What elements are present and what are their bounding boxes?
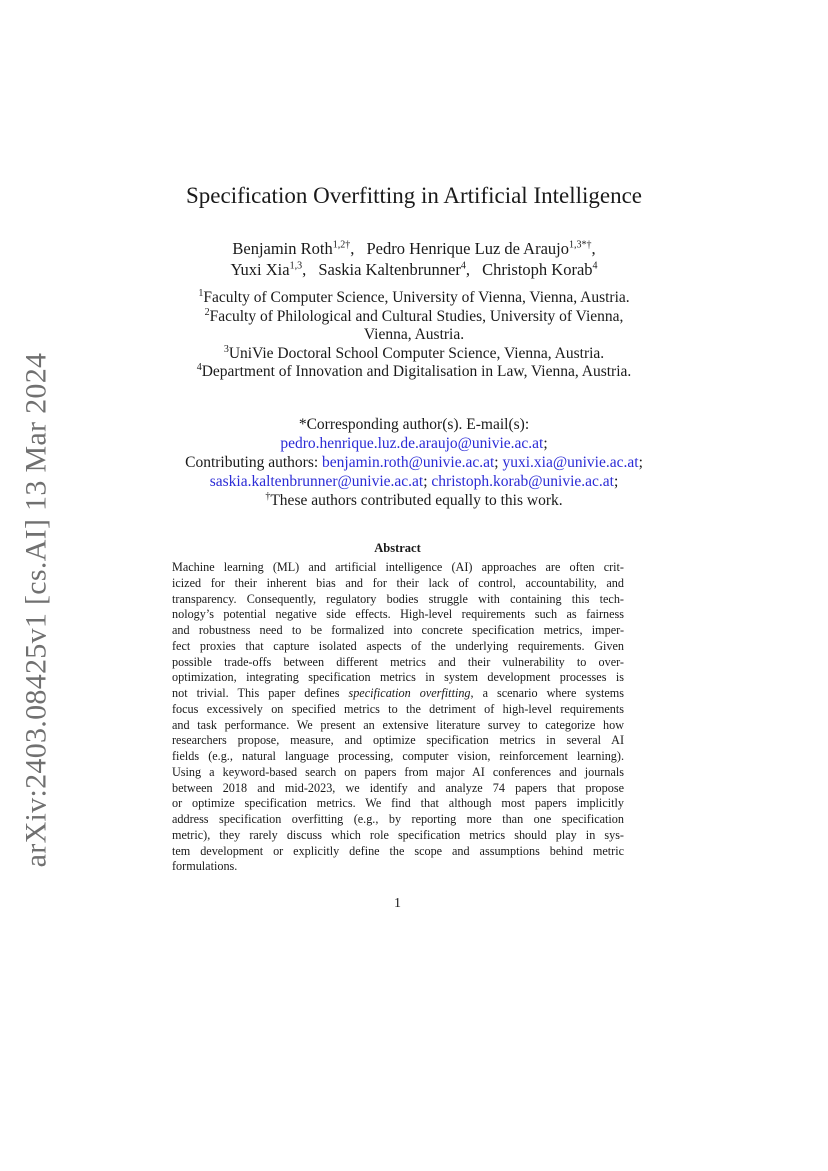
author-list [120, 238, 708, 280]
affiliation [120, 326, 708, 345]
corresponding-label: *Corresponding author(s). E-mail(s): [298, 416, 530, 433]
abstract-heading: Abstract [374, 541, 421, 555]
abstract-line [172, 686, 624, 702]
abstract-line: focus excessively on specified metrics to the detriment of high-level requirements [172, 701, 624, 716]
affiliation-sup: 3 [223, 343, 229, 355]
abstract-line-head: not trivial. This paper defines [172, 686, 349, 700]
abstract-line: possible trade-offs between different metrics and their vulnerability to over- [172, 654, 624, 669]
affiliation-text: Faculty of Philological and Cultural Studies, University of Vienna, [209, 307, 624, 325]
abstract-line: fect proxies that capture isolated aspects of the underlying requirements. Given [172, 638, 624, 653]
affiliation-list [120, 289, 708, 382]
affiliation [120, 308, 708, 327]
author-line-1: Benjamin Roth$^{1,2\dagger}$, Pedro Henrique Luz de Araujo$^{1,3*\dagger}$, [232, 239, 596, 258]
arxiv-stamp [6, 352, 66, 868]
author-name: Yuxi Xia [230, 260, 290, 279]
affiliation [120, 289, 708, 308]
abstract-line: and robustness need to be formalized into concrete specification metrics, imper- [172, 623, 624, 637]
abstract-line: transparency. Consequently, regulatory bodies struggle with containing this tech- [172, 591, 624, 606]
email-link-korab[interactable]: christoph.korab@univie.ac.at [431, 473, 614, 490]
author-sup: 4 [460, 260, 466, 272]
arxiv-stamp-text: arXiv:2403.08425v1 [cs.AI] 13 Mar 2024 [19, 352, 52, 868]
author-sup: 1,3*† [569, 239, 592, 251]
equal-contribution-note: These authors contributed equally to this work. [270, 492, 563, 509]
affiliation-sup: 4 [196, 362, 202, 374]
dagger-mark: † [265, 490, 271, 502]
abstract-line: between 2018 and mid-2023, we identify and analyze 74 papers that propose [172, 780, 624, 795]
affiliation-sup: 2 [204, 306, 210, 318]
abstract-line-tail: , a scenario where systems [470, 686, 624, 700]
abstract-line: and task performance. We present an extensive literature survey to categorize how [172, 717, 624, 732]
contributing-label: Contributing authors: [185, 454, 319, 471]
affiliation-sup: 1 [198, 287, 204, 299]
abstract-line: metric), they rarely discuss which role specification metrics should play in sys- [172, 827, 624, 842]
abstract-body [172, 560, 624, 875]
author-name: Pedro Henrique Luz de Araujo [366, 239, 570, 258]
abstract-line: fields (e.g., natural language processing, computer vision, reinforcement learning). [172, 749, 624, 763]
affiliation-text: Vienna, Austria. [363, 326, 465, 344]
author-sup: 4 [592, 260, 598, 272]
abstract-emphasis: specification overfitting [348, 686, 471, 700]
abstract-line: formulations. [172, 859, 238, 874]
abstract-line: Using a keyword-based search on papers from major AI conferences and journals [172, 764, 624, 779]
author-sup: 1,3 [289, 260, 303, 272]
abstract-line: Machine learning (ML) and artificial intelligence (AI) approaches are often crit- [172, 560, 624, 574]
author-sup: 1,2† [332, 239, 351, 251]
author-name: Saskia Kaltenbrunner [318, 260, 461, 279]
author-name: Benjamin Roth [232, 239, 333, 258]
abstract-line: tem development or explicitly define the scope and assumptions behind metric [172, 843, 624, 858]
abstract-line: researchers propose, measure, and optimize specification metrics in several AI [172, 733, 624, 748]
email-link-roth[interactable]: benjamin.roth@univie.ac.at [322, 454, 495, 471]
abstract-line: address specification overfitting (e.g., by reporting more than one specification [172, 812, 624, 826]
page-number: 1 [394, 896, 401, 911]
abstract-line: icized for their inherent bias and for their lack of control, accountability, and [172, 575, 624, 590]
affiliation [120, 363, 708, 382]
affiliation-text: Department of Innovation and Digitalisation in Law, Vienna, Austria. [201, 363, 632, 381]
affiliation-text: UniVie Doctoral School Computer Science, Vienna, Austria. [228, 344, 605, 362]
email-link-kaltenbrunner[interactable]: saskia.kaltenbrunner@univie.ac.at [209, 473, 424, 490]
paper-title: Specification Overfitting in Artificial Intelligence [185, 183, 642, 208]
affiliation-text: Faculty of Computer Science, University of Vienna, Vienna, Austria. [203, 289, 630, 306]
email-link-xia[interactable]: yuxi.xia@univie.ac.at [502, 454, 639, 471]
abstract-line: nology’s potential negative side effects. High-level requirements such as fairness [172, 607, 624, 622]
author-name: Christoph Korab [482, 260, 593, 279]
author-line-2: Yuxi Xia$^{1,3}$, Saskia Kaltenbrunner$^4$, Christoph Korab$^4$ [230, 260, 598, 279]
abstract-line: optimization, integrating specification metrics in system development processes is [172, 670, 624, 685]
corresponding-email-link[interactable]: pedro.henrique.luz.de.araujo@univie.ac.at [280, 435, 544, 452]
abstract-line: or optimize specification metrics. We find that although most papers implicitly [172, 796, 624, 811]
correspondence-block: *Corresponding author(s). E-mail(s): pedro.henrique.luz.de.araujo@univie.ac.at; Contributing authors: benjamin.roth@univie.ac.at; yuxi.xia@univie.ac.at; saskia.kaltenbrunner@univie.ac.at; christoph.korab@univie.ac.at; †These authors contributed equally to this work. [80, 415, 748, 510]
affiliation [120, 345, 708, 364]
